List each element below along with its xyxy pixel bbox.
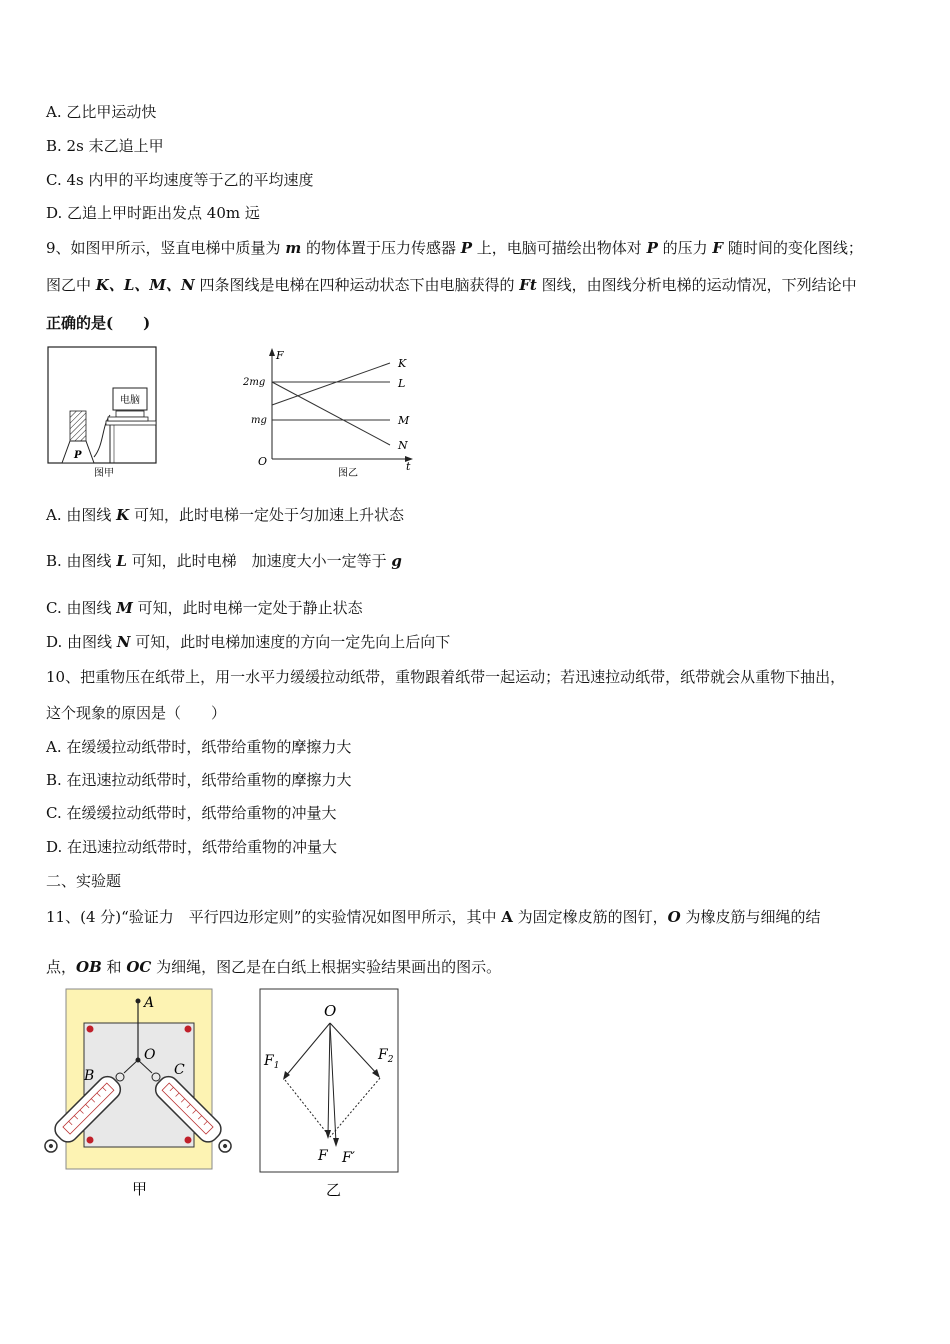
- q9-stem-line-2: 图乙中 K、L、M、N 四条图线是电梯在四种运动状态下由电脑获得的 Ft 图线，由图线分析电梯的运动情况，下列结论中: [46, 276, 857, 294]
- q9-figure-jia: [46, 345, 161, 481]
- q11-yi-label-f1: $F_1$: [264, 1053, 280, 1071]
- q11-yi-label-o: O: [324, 1002, 337, 1020]
- q10-stem-line-2: 这个现象的原因是（ ）: [46, 704, 227, 722]
- q9-label-n: N: [398, 439, 408, 452]
- q9-computer-label: 电脑: [120, 395, 140, 406]
- q9-x-axis-label: t: [406, 460, 411, 473]
- q10-option-b: B. 在迅速拉动纸带时，纸带给重物的摩擦力大: [46, 771, 352, 789]
- q11-figure-jia: [44, 985, 244, 1200]
- q9-option-c: C. 由图线 M 可知，此时电梯一定处于静止状态: [46, 599, 363, 617]
- q8-option-d: D. 乙追上甲时距出发点 40m 远: [46, 204, 260, 222]
- q9-figure-yi: [240, 345, 420, 480]
- q11-stem-line-2: 点，OB 和 OC 为细绳，图乙是在白纸上根据实验结果画出的图示。: [46, 958, 502, 976]
- q11-yi-label-f2: $F_2$: [378, 1047, 394, 1065]
- q11-label-b: B: [84, 1068, 95, 1084]
- q11-pin-tl: [87, 1026, 94, 1033]
- q8-option-b: B. 2s 末乙追上甲: [46, 137, 164, 155]
- q9-fig-jia-caption: 图甲: [94, 468, 114, 479]
- q11-yi-label-f: F: [318, 1148, 328, 1164]
- q11-yi-label-f-prime: F′: [342, 1150, 355, 1166]
- q9-option-d: D. 由图线 N 可知，此时电梯加速度的方向一定先向上后向下: [46, 633, 451, 651]
- q9-stem-line-1: 9、如图甲所示，竖直电梯中质量为 m 的物体置于压力传感器 P 上，电脑可描绘出物体对 P 的压力 F 随时间的变化图线；: [46, 239, 863, 257]
- q11-fig-jia-caption: 甲: [132, 1180, 148, 1198]
- q9-line-n: [272, 382, 390, 445]
- q10-option-a: A. 在缓缓拉动纸带时，纸带给重物的摩擦力大: [46, 738, 352, 756]
- q11-pin-tr: [185, 1026, 192, 1033]
- q9-sensor-label: P: [74, 450, 82, 461]
- q10-stem-line-1: 10、把重物压在纸带上，用一水平力缓缓拉动纸带，重物跟着纸带一起运动；若迅速拉动纸带，纸带就会从重物下抽出，: [46, 668, 846, 686]
- q10-option-c: C. 在缓缓拉动纸带时，纸带给重物的冲量大: [46, 804, 337, 822]
- q9-fig-yi-caption: 图乙: [338, 468, 358, 479]
- q9-label-k: K: [398, 357, 407, 370]
- q11-stem-line-1: 11、(4 分)“验证力 平行四边形定则”的实验情况如图甲所示，其中 A 为固定橡皮筋的图钉，O 为橡皮筋与细绳的结: [46, 908, 821, 926]
- q9-option-a: A. 由图线 K 可知，此时电梯一定处于匀加速上升状态: [46, 506, 404, 524]
- q8-option-a: A. 乙比甲运动快: [46, 103, 157, 121]
- q11-label-o: O: [144, 1047, 156, 1063]
- q9-tick-2mg: 2mg: [243, 377, 266, 388]
- q9-label-l: L: [398, 377, 406, 390]
- q9-option-b: B. 由图线 L 可知，此时电梯 加速度大小一定等于 g: [46, 552, 402, 570]
- q8-option-c: C. 4s 内甲的平均速度等于乙的平均速度: [46, 171, 314, 189]
- q9-label-m: M: [398, 414, 410, 427]
- q9-stem-line-3: 正确的是( ): [46, 314, 151, 332]
- section-2-heading: 二、实验题: [46, 872, 122, 890]
- q11-pin-br: [185, 1137, 192, 1144]
- q9-line-k: [272, 363, 390, 405]
- q11-figure-yi: [256, 985, 406, 1200]
- q11-pin-bl: [87, 1137, 94, 1144]
- q10-option-d: D. 在迅速拉动纸带时，纸带给重物的冲量大: [46, 838, 338, 856]
- q11-fig-yi-caption: 乙: [326, 1181, 342, 1199]
- q9-y-axis-label: F: [276, 349, 284, 362]
- q9-tick-mg: mg: [251, 415, 267, 426]
- q9-origin-label: O: [258, 455, 268, 468]
- q11-label-a: A: [144, 995, 155, 1011]
- q11-label-c: C: [174, 1062, 185, 1078]
